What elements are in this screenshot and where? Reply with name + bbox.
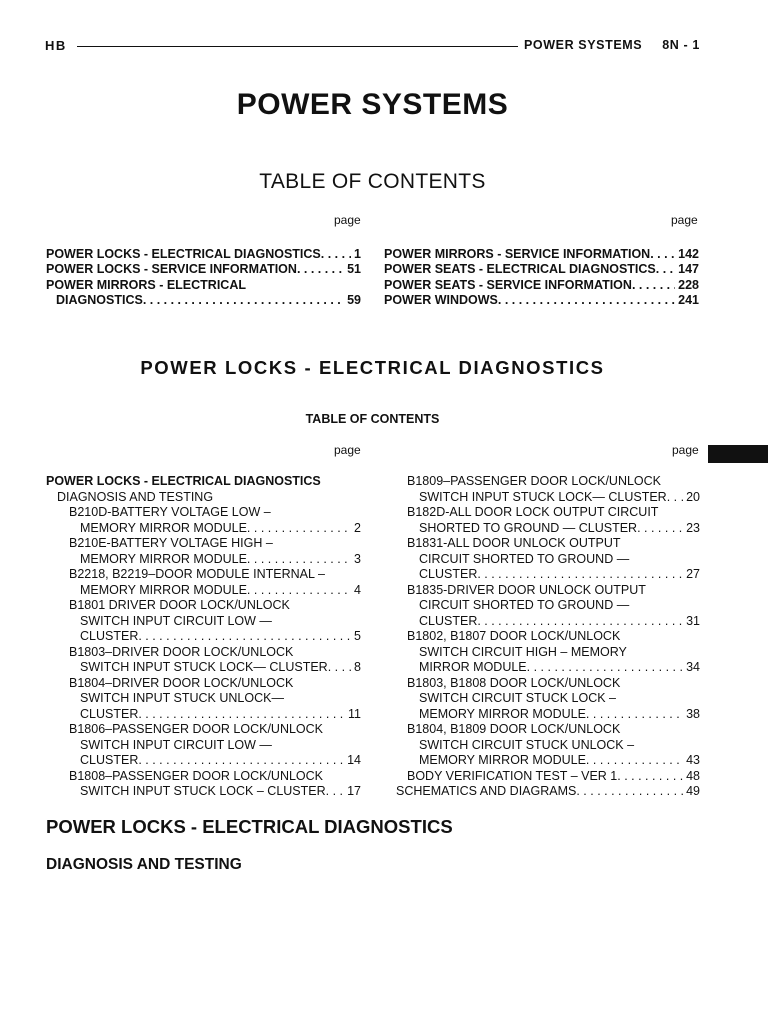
toc-entry[interactable]: POWER LOCKS - SERVICE INFORMATION . . . 51 [46, 262, 361, 277]
toc-entry[interactable]: POWER LOCKS - ELECTRICAL DIAGNOSTICS [46, 474, 321, 488]
toc-entry: B1808–PASSENGER DOOR LOCK/UNLOCK [69, 768, 324, 783]
toc-entry: B2218, B2219–DOOR MODULE INTERNAL – [69, 567, 325, 581]
toc-entry: B210D-BATTERY VOLTAGE LOW – [69, 505, 271, 519]
toc-entry[interactable]: CLUSTER . . . 5 [46, 629, 361, 645]
header-rule [77, 46, 518, 47]
toc-entry[interactable]: MEMORY MIRROR MODULE . . . 2 [46, 521, 361, 537]
section-title: POWER LOCKS - ELECTRICAL DIAGNOSTICS [140, 357, 605, 378]
toc-entry[interactable]: POWER SEATS - ELECTRICAL DIAGNOSTICS . . . 147 [384, 262, 699, 277]
toc-entry: B210E-BATTERY VOLTAGE HIGH – [69, 536, 273, 550]
toc-entry: B182D-ALL DOOR LOCK OUTPUT CIRCUIT [407, 505, 659, 519]
running-header-right [524, 38, 700, 52]
toc-entry: B1806–PASSENGER DOOR LOCK/UNLOCK [69, 722, 324, 736]
toc-entry[interactable]: POWER SEATS - SERVICE INFORMATION . . . 228 [384, 278, 699, 293]
toc-entry[interactable]: SHORTED TO GROUND — CLUSTER . . . 23 [396, 521, 700, 537]
section-page-label-left: page [334, 443, 361, 457]
toc-entry: B1804–DRIVER DOOR LOCK/UNLOCK [69, 675, 294, 690]
toc-entry: B1809–PASSENGER DOOR LOCK/UNLOCK [407, 474, 662, 488]
section-page-label-right: page [672, 443, 699, 457]
toc-entry: B1831-ALL DOOR UNLOCK OUTPUT [407, 536, 621, 550]
thumb-index-tab [708, 445, 768, 463]
toc-entry[interactable]: SWITCH INPUT STUCK LOCK – CLUSTER . . . 17 [46, 784, 361, 800]
toc-entry: SWITCH CIRCUIT HIGH – MEMORY [419, 644, 627, 659]
page-label-left: page [334, 213, 361, 227]
toc-entry[interactable]: MEMORY MIRROR MODULE . . . 4 [46, 583, 361, 599]
toc-entry[interactable]: DIAGNOSIS AND TESTING [57, 489, 214, 504]
toc-entry: SWITCH CIRCUIT STUCK LOCK – [419, 691, 617, 705]
document-title: POWER SYSTEMS [236, 88, 509, 121]
main-toc-right [384, 247, 699, 308]
toc-entry: B1803, B1808 DOOR LOCK/UNLOCK [407, 675, 621, 690]
toc-entry[interactable]: MEMORY MIRROR MODULE . . . 3 [46, 552, 361, 568]
toc-entry: SWITCH INPUT CIRCUIT LOW — [80, 737, 272, 752]
section-toc-left [46, 474, 361, 800]
toc-entry: B1835-DRIVER DOOR UNLOCK OUTPUT [407, 582, 646, 597]
toc-entry: SWITCH INPUT STUCK UNLOCK— [80, 691, 284, 705]
section-toc-right [396, 474, 700, 800]
toc-title: TABLE OF CONTENTS [259, 170, 486, 193]
toc-entry[interactable]: POWER WINDOWS . . . 241 [384, 293, 699, 308]
toc-entry[interactable]: POWER LOCKS - ELECTRICAL DIAGNOSTICS . . . 1 [46, 247, 361, 262]
main-toc-left [46, 247, 361, 308]
body-subheading: DIAGNOSIS AND TESTING [46, 856, 242, 873]
toc-entry: CIRCUIT SHORTED TO GROUND — [419, 598, 630, 612]
toc-entry: SWITCH CIRCUIT STUCK UNLOCK – [419, 737, 635, 752]
toc-entry: B1801 DRIVER DOOR LOCK/UNLOCK [69, 598, 290, 612]
page-label-right: page [671, 213, 698, 227]
toc-entry[interactable]: BODY VERIFICATION TEST – VER 1 . . . 48 [396, 769, 700, 785]
toc-entry[interactable]: CLUSTER . . . 31 [396, 614, 700, 630]
toc-entry[interactable]: CLUSTER . . . 11 [46, 707, 361, 723]
toc-entry[interactable]: MEMORY MIRROR MODULE . . . 43 [396, 753, 700, 769]
toc-entry: POWER MIRRORS - ELECTRICAL [46, 277, 246, 292]
header-title: POWER SYSTEMS [524, 38, 643, 52]
toc-entry[interactable]: SCHEMATICS AND DIAGRAMS . . . 49 [396, 784, 700, 800]
toc-entry[interactable]: POWER MIRRORS - SERVICE INFORMATION . . . 142 [384, 247, 699, 262]
toc-entry[interactable]: MEMORY MIRROR MODULE . . . 38 [396, 707, 700, 723]
toc-entry: B1802, B1807 DOOR LOCK/UNLOCK [407, 629, 621, 643]
toc-entry[interactable]: SWITCH INPUT STUCK LOCK— CLUSTER . . . 20 [396, 490, 700, 506]
running-header-left: HB [45, 38, 67, 53]
toc-entry[interactable]: MIRROR MODULE . . . 34 [396, 660, 700, 676]
header-page-number: 8N - 1 [662, 38, 700, 52]
toc-entry[interactable]: CLUSTER . . . 27 [396, 567, 700, 583]
section-toc-title: TABLE OF CONTENTS [305, 412, 440, 426]
toc-entry[interactable]: SWITCH INPUT STUCK LOCK— CLUSTER . . . 8 [46, 660, 361, 676]
toc-entry: CIRCUIT SHORTED TO GROUND — [419, 551, 630, 566]
body-heading: POWER LOCKS - ELECTRICAL DIAGNOSTICS [46, 816, 453, 837]
toc-entry[interactable]: CLUSTER . . . 14 [46, 753, 361, 769]
toc-entry: B1804, B1809 DOOR LOCK/UNLOCK [407, 722, 621, 736]
toc-entry[interactable]: DIAGNOSTICS . . . 59 [46, 293, 361, 308]
toc-entry: B1803–DRIVER DOOR LOCK/UNLOCK [69, 644, 294, 659]
toc-entry: SWITCH INPUT CIRCUIT LOW — [80, 613, 272, 628]
